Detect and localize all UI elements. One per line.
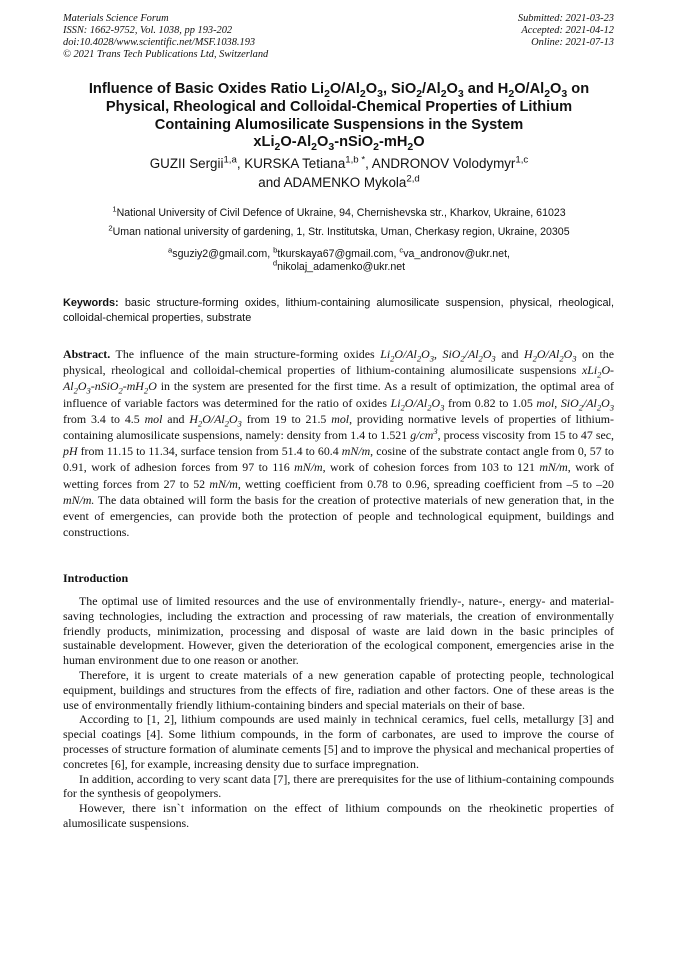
- author-emails: $^a$sguziy2@gmail.com, $^b$tkurskaya67@gmail.com, $^c$va_andronov@ukr.net, $^d$nikolaj_adamenko@ukr.net: [168, 245, 510, 273]
- author-andronov: ANDRONOV Volodymyr: [371, 156, 516, 171]
- email-guzii[interactable]: sguziy2@gmail.com,: [172, 248, 274, 260]
- intro-paragraph-5: However, there isn`t information on the effect of lithium compounds on the rheokinetic properties of alumosilicate suspensions.: [63, 801, 614, 830]
- intro-paragraph-3: According to [1, 2], lithium compounds are used mainly in technical ceramics, fuel cells, metallurgy [3] and special coatings [4]. Some lithium compounds, in the form of carbonates, are used to improve the course of processes of structure formation of aluminate cements [5] and to improve the physical and mechanical properties of concretes [6], for example, increasing density due to surface impregnation.: [63, 712, 614, 771]
- affiliation-2: $^2$Uman national university of gardening, 1, Str. Institutska, Uman, Cherkasy region, Ukraine, 20305: [108, 223, 570, 238]
- title-line-1: Influence of Basic Oxides Ratio $Li_2O/Al_2O_3$, $SiO_2/Al_2O_3$ and $H_2O/Al_2O_3$ on: [88, 81, 590, 100]
- publication-dates: [518, 13, 614, 49]
- intro-paragraph-2: Therefore, it is urgent to create materials of a new generation capable of protecting people, technological equipment, buildings and structures from the effects of fire, radiation and other factors. One of these areas is the use of environmentally friendly lithium-containing binders and special materials on their of base.: [63, 667, 614, 712]
- introduction-heading: Introduction: [63, 571, 129, 585]
- journal-name: Materials Science Forum: [63, 13, 169, 24]
- intro-paragraph-1: The optimal use of limited resources and the use of environmentally friendly-, nature-, energy- and material-saving technologies, including the extraction and processing of raw materials, the creation of environmentally friendly products, minimization, processing and disposal of waste are laid down in the basic principles of sustainable development. However, given the deterioration of the ecological component, emergencies arise in the human environment due to one reason or another.: [63, 594, 614, 668]
- abstract-label: Abstract.: [63, 347, 111, 361]
- author-adamenko: ADAMENKO Mykola: [283, 174, 407, 190]
- title-line-4: $xLi_2O-Al_2O_3-nSiO_2-mH_2O$: [253, 134, 425, 154]
- intro-paragraph-4: In addition, according to very scant data [7], there are prerequisites for the use of lithium-containing compounds for the synthesis of geopolymers.: [63, 771, 614, 801]
- introduction-body: [63, 594, 614, 831]
- author-kurska: KURSKA Tetiana: [244, 156, 346, 171]
- keywords-text: basic structure-forming oxides, lithium-containing alumosilicate suspension, physical, rheological, colloidal-chemical properties, substrate: [63, 297, 614, 324]
- affiliation-1: $^1$National University of Civil Defence of Ukraine, 94, Chernishevska str., Kharkov, Ukraine, 61023: [112, 204, 566, 219]
- email-andronov[interactable]: va_andronov@ukr.net,: [403, 248, 510, 260]
- authors-line-1: GUZII Sergii$^{1,a}$, KURSKA Tetiana$^{1,b *}$, ANDRONOV Volodymyr$^{1,c}$: [149, 154, 529, 171]
- issn-line: ISSN: 1662-9752, Vol. 1038, pp 193-202: [63, 25, 233, 36]
- abstract-section: Abstract. The influence of the main structure-forming oxides $Li_2O/Al_2O_3$, $SiO_2/Al_2O_3$ and $H_2O/Al_2O_3$ on the physical, rheological and colloidal-chemical properties of lithium-containing alumosilicate suspensions $xLi_2O-Al_2O_3-nSiO_2-mH_2O$ in the system are presented for the first time. As a result of optimization, the optimal area of influence of variable factors was determined for the ratio of oxides $Li_2O/Al_2O_3$ from 0.82 to 1.05 mol, $SiO_2/Al_2O_3$ from 3.4 to 4.5 mol and $H_2O/Al_2O_3$ from 19 to 21.5 mol, providing normative levels of properties of lithium-containing alumosilicate suspensions, namely: density from 1.4 to 1.521 $g/cm^3$, process viscosity from 15 to 47 sec, pH from 11.15 to 11.34, surface tension from 51.4 to 60.4 mN/m, cosine of the substrate contact angle from 0, 57 to 0.91, work of adhesion forces from 97 to 116 mN/m, work of cohesion forces from 103 to 121 mN/m, work of wetting forces from 27 to 52 mN/m, wetting coefficient from 0.78 to 0.96, spreading coefficient from –5 to –20 mN/m. The data obtained will form the basis for the creation of protective materials of new generation that, in the event of emergencies, can provide both the protection of people and technological equipment, buildings and constructions.: [63, 347, 615, 540]
- doi-line: doi:10.4028/www.scientific.net/MSF.1038.193: [63, 37, 256, 48]
- title-line-2: Physical, Rheological and Colloidal-Chemical Properties of Lithium: [105, 98, 573, 115]
- title-line-3: Containing Alumosilicate Suspensions in the System: [154, 116, 524, 133]
- email-adamenko[interactable]: nikolaj_adamenko@ukr.net: [277, 261, 406, 273]
- online-date: Online: 2021-07-13: [531, 37, 614, 48]
- authors-line-2: and ADAMENKO Mykola$^{2,d}$: [258, 173, 420, 190]
- author-guzii: GUZII Sergii: [149, 156, 224, 171]
- journal-info: [63, 13, 268, 61]
- copyright-line: © 2021 Trans Tech Publications Ltd, Switzerland: [63, 49, 269, 60]
- paper-title: [50, 81, 628, 152]
- author-list: [50, 155, 628, 192]
- keywords-section: [63, 296, 614, 326]
- email-kurska[interactable]: tkurskaya67@gmail.com,: [277, 248, 400, 260]
- submitted-date: Submitted: 2021-03-23: [517, 13, 614, 24]
- accepted-date: Accepted: 2021-04-12: [521, 25, 614, 36]
- keywords-label: Keywords:: [63, 297, 119, 309]
